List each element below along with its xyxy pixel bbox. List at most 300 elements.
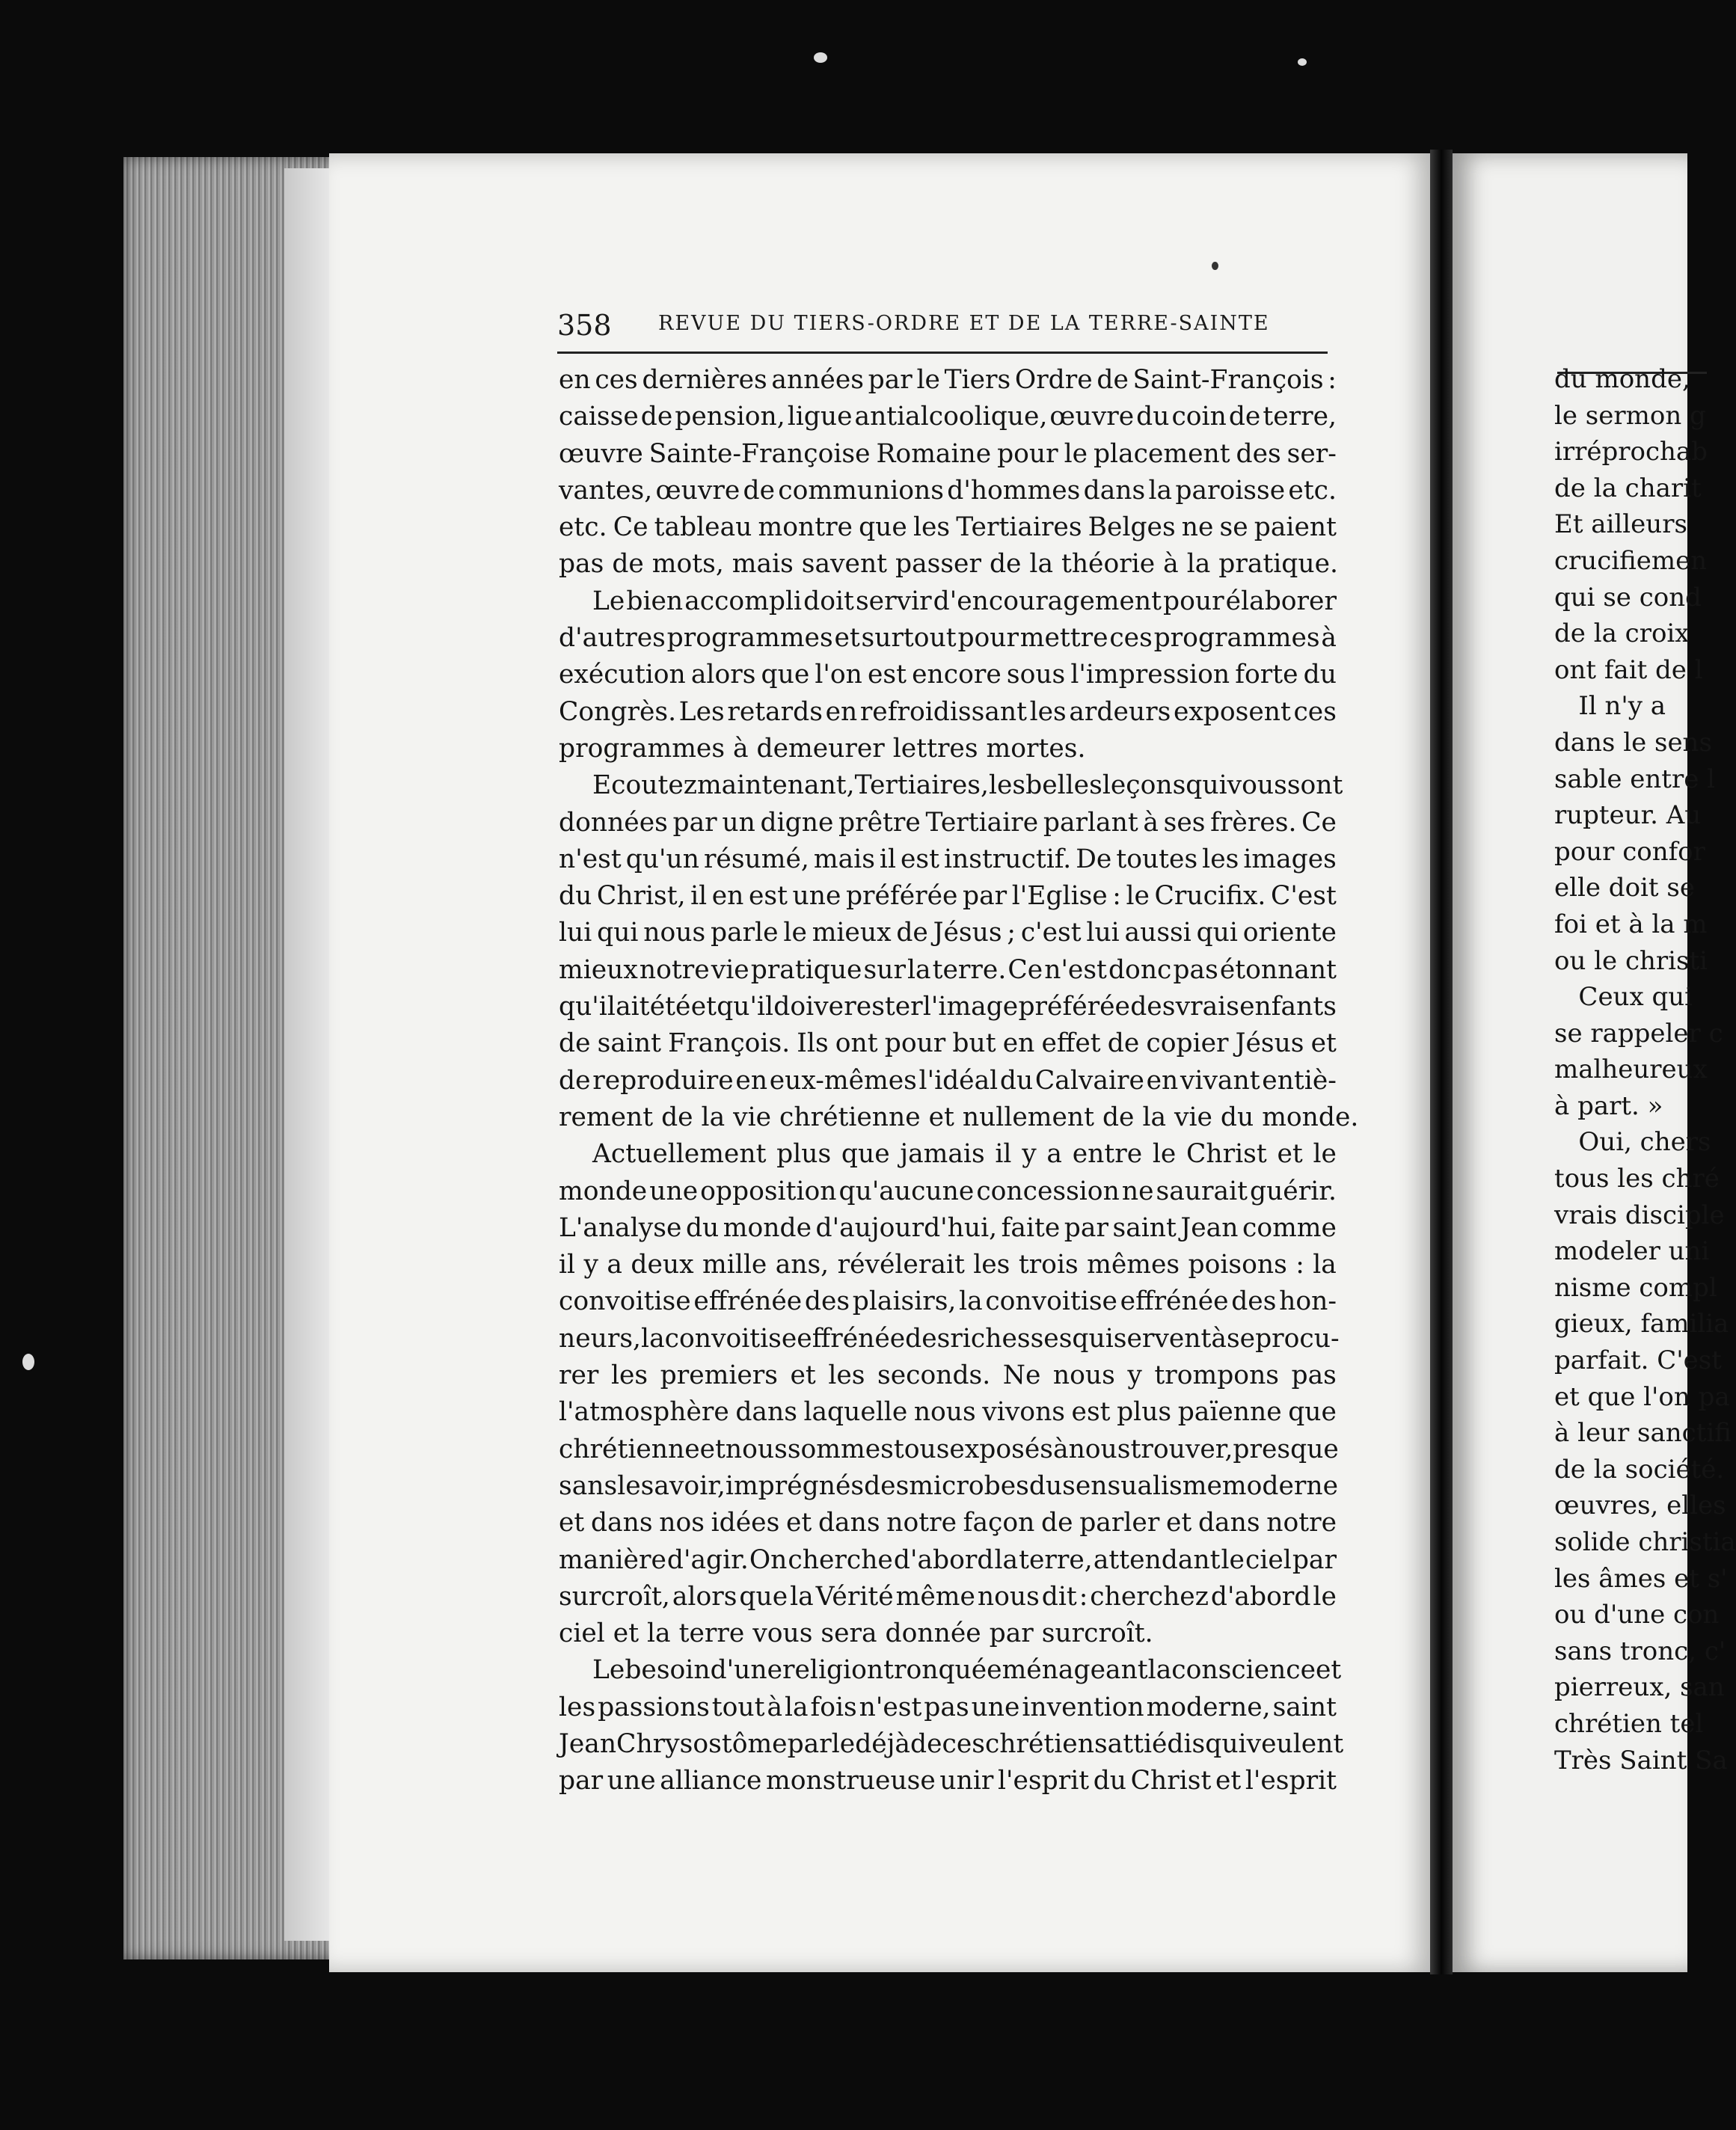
word: la <box>1147 1655 1172 1686</box>
word: religion <box>782 1655 884 1686</box>
word: attiédis <box>1107 1728 1206 1759</box>
text-line: elle doit se <box>1554 873 1695 903</box>
word: exposent <box>1173 696 1291 727</box>
word: trompons <box>1154 1360 1279 1391</box>
word: programmes <box>1153 623 1320 654</box>
word: les <box>1202 844 1239 874</box>
text-line: ciel et la terre vous sera donnée par surcroît. <box>559 1618 1153 1649</box>
word: ciel <box>1245 1544 1292 1575</box>
text-line: modeler uni <box>1554 1236 1710 1267</box>
text-line <box>559 952 1337 989</box>
word: l'impression <box>1070 660 1230 690</box>
word: Christ <box>1186 1139 1267 1170</box>
word: données <box>559 807 668 838</box>
text-line <box>559 1210 1337 1247</box>
word: opposition <box>700 1176 837 1206</box>
word: il <box>995 1139 1012 1170</box>
word: années <box>771 365 864 395</box>
word: et <box>1166 1508 1192 1538</box>
word: nous <box>1068 1434 1131 1464</box>
word: se <box>1219 512 1248 543</box>
word: la <box>907 954 931 985</box>
word: monde <box>559 1176 648 1206</box>
word: et <box>1277 1139 1303 1170</box>
word: le <box>1221 1544 1245 1575</box>
word: terre. <box>932 954 1007 985</box>
word: De <box>1076 844 1112 874</box>
text-line: rupteur. Au <box>1554 800 1702 831</box>
word: monstrueuse <box>766 1766 936 1796</box>
word: richesses <box>950 1323 1073 1354</box>
word: a <box>607 1250 622 1280</box>
word: concession <box>976 1176 1120 1206</box>
scan-speck <box>22 1354 34 1370</box>
word: à <box>1052 1434 1069 1464</box>
word: en <box>825 696 858 727</box>
word: se <box>1226 1323 1256 1354</box>
word: mille <box>702 1250 767 1280</box>
word: pas <box>1173 954 1218 985</box>
word: eux-mêmes <box>769 1065 917 1096</box>
word: alliance <box>660 1766 762 1796</box>
word: du <box>559 881 592 912</box>
word: caisse <box>559 402 639 432</box>
word: sommes <box>787 1434 894 1464</box>
word: d'agir. <box>666 1544 749 1575</box>
word: Jean <box>1180 1212 1239 1243</box>
word: Chrysostôme <box>616 1728 788 1759</box>
word: : <box>1079 1581 1088 1612</box>
text-line: pas de mots, mais savent passer de la théorie à la pratique. <box>559 549 1338 580</box>
text-line <box>559 1063 1337 1099</box>
word: saint <box>1272 1692 1337 1722</box>
word: imprégnés <box>725 1470 865 1501</box>
word: veulent <box>1246 1728 1344 1759</box>
word: Tertiaires <box>956 512 1082 543</box>
word: pour <box>997 438 1058 469</box>
word: pour <box>884 1028 946 1059</box>
word: cherchez <box>1090 1581 1209 1612</box>
word: exposés <box>949 1434 1053 1464</box>
word: et <box>834 623 860 654</box>
word: dernières <box>642 365 767 395</box>
text-line: ont fait de l <box>1554 654 1703 685</box>
word: tableau <box>654 512 752 543</box>
word: ces <box>1109 623 1153 654</box>
word: par <box>559 1766 604 1796</box>
word: : <box>1295 1250 1304 1280</box>
word: plus <box>776 1139 832 1170</box>
word: besoin <box>625 1655 711 1686</box>
word: servir <box>855 586 932 616</box>
word: il <box>879 844 896 874</box>
word: chrétiens <box>984 1728 1108 1759</box>
word: mettre <box>1019 623 1108 654</box>
text-line <box>559 915 1337 951</box>
word: vous <box>1227 770 1287 801</box>
word: faite <box>1001 1212 1061 1243</box>
word: préférée <box>845 881 958 912</box>
word: du <box>1028 1470 1063 1501</box>
word: : <box>1328 365 1337 395</box>
word: que <box>739 1581 788 1612</box>
word: entre <box>1072 1139 1143 1170</box>
word: n'est <box>559 844 622 874</box>
word: l'Eglise <box>1011 881 1108 912</box>
word: même <box>895 1581 975 1612</box>
word: vantes, <box>559 475 653 506</box>
word: dit <box>1041 1581 1077 1612</box>
text-line <box>559 583 1337 620</box>
word: qui <box>1072 1323 1114 1354</box>
word: les <box>828 1360 865 1391</box>
word: etc. <box>1288 475 1337 506</box>
word: Congrès. <box>559 696 677 727</box>
word: parle <box>787 1728 856 1759</box>
text-line <box>559 1431 1337 1468</box>
word: ardeurs <box>1069 696 1171 727</box>
word: révélerait <box>837 1250 965 1280</box>
word: que <box>761 660 810 690</box>
word: à <box>767 1692 783 1722</box>
word: poisons <box>1188 1250 1287 1280</box>
word: trouver, <box>1130 1434 1233 1464</box>
word: cherche <box>788 1544 893 1575</box>
text-line: de la croix <box>1554 619 1690 649</box>
word: les <box>988 770 1026 801</box>
word: entiè- <box>1262 1065 1337 1096</box>
word: laquelle <box>803 1397 908 1428</box>
text-line: Il n'y a <box>1554 691 1666 722</box>
word: d'abord <box>1210 1581 1311 1612</box>
word: les <box>610 1360 648 1391</box>
word: enfants <box>1239 992 1337 1022</box>
word: nous <box>1052 1360 1115 1391</box>
word: oriente <box>1242 918 1337 948</box>
word: dans <box>1083 475 1146 506</box>
word: pas <box>1291 1360 1337 1391</box>
word: de <box>559 1065 591 1096</box>
word: la <box>994 1544 1019 1575</box>
word: parlant <box>1043 807 1138 838</box>
word: la <box>790 1581 814 1612</box>
word: exécution <box>559 660 686 690</box>
word: y <box>583 1250 598 1280</box>
word: parle <box>711 918 779 948</box>
word: sous <box>1006 660 1066 690</box>
word: tronquée <box>883 1655 1002 1686</box>
right-text-column <box>1554 361 1736 1778</box>
scan-speck <box>1298 58 1307 66</box>
word: Ce <box>1007 954 1043 985</box>
word: et <box>1316 1655 1342 1686</box>
word: les <box>1029 696 1067 727</box>
word: qui <box>597 918 639 948</box>
word: pratique <box>750 954 862 985</box>
word: images <box>1243 844 1337 874</box>
word: alors <box>690 660 756 690</box>
text-line: à part. » <box>1554 1090 1663 1121</box>
word: les <box>913 512 951 543</box>
word: par <box>672 807 717 838</box>
text-line: programmes à demeurer lettres mortes. <box>559 733 1086 764</box>
word: vrais <box>1175 992 1239 1022</box>
word: Tertiaire <box>925 807 1039 838</box>
text-line: nisme compl <box>1554 1272 1717 1303</box>
word: et <box>1310 1028 1337 1059</box>
word: terre, <box>1019 1544 1093 1575</box>
word: ne <box>1121 1176 1154 1206</box>
word: du <box>685 1212 720 1243</box>
word: C'est <box>1270 881 1337 912</box>
word: a <box>1046 1139 1062 1170</box>
page-stack-inner-edge <box>284 168 329 1941</box>
text-line <box>559 436 1337 473</box>
text-line <box>559 1247 1337 1283</box>
word: en <box>711 881 744 912</box>
word: Belges <box>1088 512 1176 543</box>
word: ces <box>1293 696 1337 727</box>
word: terre, <box>1263 402 1337 432</box>
text-line <box>559 1689 1337 1726</box>
word: que <box>841 1139 890 1170</box>
word: est <box>868 660 907 690</box>
word: monde <box>723 1212 812 1243</box>
word: passions <box>598 1692 710 1722</box>
word: invention <box>1022 1692 1144 1722</box>
word: païenne <box>1177 1397 1282 1428</box>
word: du <box>1093 1766 1127 1796</box>
word: accompli <box>684 586 803 616</box>
word: dans <box>735 1397 797 1428</box>
word: nous <box>977 1581 1040 1612</box>
word: de <box>1096 365 1129 395</box>
word: chrétienne <box>559 1434 700 1464</box>
word: tout <box>711 1692 765 1722</box>
word: sans <box>559 1470 618 1501</box>
word: savoir, <box>640 1470 726 1501</box>
word: placement <box>1093 438 1230 469</box>
text-line: Et ailleurs <box>1554 509 1687 540</box>
word: antialcoolique, <box>854 402 1048 432</box>
text-line: gieux, familia <box>1554 1309 1729 1339</box>
word: procu- <box>1255 1323 1340 1354</box>
word: conscience <box>1171 1655 1316 1686</box>
text-line: œuvres, elles <box>1554 1491 1726 1521</box>
word: hon- <box>1279 1286 1337 1317</box>
word: le <box>1064 438 1088 469</box>
word: lui <box>1086 918 1120 948</box>
word: plus <box>1117 1397 1172 1428</box>
text-line <box>559 1505 1337 1541</box>
word: vie <box>711 954 749 985</box>
word: saint <box>597 1028 662 1059</box>
word: Jésus <box>933 918 1002 948</box>
text-line <box>559 1136 1337 1173</box>
word: jamais <box>900 1139 985 1170</box>
word: élaborer <box>1225 586 1337 616</box>
text-line <box>559 362 1337 399</box>
word: Ordre <box>1014 365 1093 395</box>
word: qu'il <box>559 992 616 1022</box>
word: des <box>1236 438 1281 469</box>
word: l'on <box>815 660 862 690</box>
word: de <box>743 475 776 506</box>
word: Le <box>592 586 625 616</box>
word: ces <box>595 365 638 395</box>
word: Actuellement <box>592 1139 767 1170</box>
header-rule <box>557 352 1328 354</box>
word: alors <box>672 1581 737 1612</box>
word: ne <box>1181 512 1214 543</box>
word: pour <box>957 623 1019 654</box>
word: qu'il <box>717 992 774 1022</box>
word: mieux <box>559 954 638 985</box>
word: de <box>1107 1028 1140 1059</box>
word: saint <box>1112 1212 1177 1243</box>
page-number: 358 <box>557 309 612 342</box>
word: sont <box>1286 770 1343 801</box>
word: pour <box>1163 586 1224 616</box>
word: attendant <box>1093 1544 1221 1575</box>
word: est <box>748 881 788 912</box>
word: Ne <box>1002 1360 1041 1391</box>
word: effet <box>1041 1028 1101 1059</box>
word: trois <box>1018 1250 1079 1280</box>
text-line: qui se cond <box>1554 582 1702 613</box>
word: François. <box>668 1028 791 1059</box>
word: vivons <box>982 1397 1065 1428</box>
word: surcroît, <box>559 1581 670 1612</box>
word: une <box>971 1692 1020 1722</box>
text-line: de la charit <box>1554 473 1702 503</box>
word: doit <box>803 586 854 616</box>
word: le <box>783 918 807 948</box>
text-line <box>559 767 1343 804</box>
text-line <box>559 694 1337 731</box>
word: refroidissant <box>859 696 1027 727</box>
word: d'encouragement <box>933 586 1162 616</box>
text-line: les âmes et s' <box>1554 1563 1728 1594</box>
word: retards <box>727 696 823 727</box>
word: comme <box>1242 1212 1337 1243</box>
text-line <box>559 509 1337 546</box>
word: une <box>607 1766 656 1796</box>
word: seconds. <box>877 1360 991 1391</box>
word: préférée <box>1018 992 1130 1022</box>
word: œuvre <box>1049 402 1135 432</box>
text-line: irréprochab <box>1554 437 1708 467</box>
word: et <box>785 1508 812 1538</box>
word: qui <box>1186 770 1227 801</box>
word: le <box>617 1470 641 1501</box>
word: y <box>1022 1139 1037 1170</box>
word: l'esprit <box>1245 1766 1337 1796</box>
text-line: crucifiemen <box>1554 545 1708 576</box>
word: par <box>1064 1212 1108 1243</box>
word: la <box>1148 475 1173 506</box>
text-line: solide christia <box>1554 1527 1736 1557</box>
word: ses <box>1163 807 1206 838</box>
word: effrénée <box>797 1323 906 1354</box>
word: en <box>1002 1028 1035 1059</box>
word: belles <box>1025 770 1102 801</box>
scan-speck <box>1212 262 1218 270</box>
word: en <box>735 1065 768 1096</box>
word: une <box>792 881 841 912</box>
word: dans <box>1197 1508 1260 1538</box>
word: frères. <box>1210 807 1297 838</box>
word: communions <box>778 475 944 506</box>
word: œuvre <box>655 475 740 506</box>
text-line <box>559 473 1337 509</box>
text-line: Ceux qui <box>1554 982 1693 1013</box>
word: ont <box>835 1028 878 1059</box>
word: des <box>905 1323 951 1354</box>
word: rester <box>844 992 923 1022</box>
word: l'esprit <box>997 1766 1090 1796</box>
word: ; <box>1007 918 1016 948</box>
word: en <box>1146 1065 1179 1096</box>
word: le <box>1313 1581 1337 1612</box>
word: etc. <box>559 512 607 543</box>
text-line <box>559 1763 1337 1799</box>
text-line: vrais disciple <box>1554 1200 1725 1230</box>
word: toutes <box>1116 844 1198 874</box>
text-line <box>559 1726 1344 1763</box>
text-line <box>559 1468 1337 1505</box>
text-line <box>559 657 1337 693</box>
word: digne <box>760 807 834 838</box>
text-line <box>559 1321 1340 1357</box>
text-line: chrétien tel <box>1554 1708 1704 1739</box>
word: qui <box>1196 918 1238 948</box>
word: nous <box>913 1397 976 1428</box>
word: de <box>640 402 673 432</box>
word: Ils <box>797 1028 829 1059</box>
text-line: sans tronc, c' <box>1554 1636 1726 1666</box>
book-gutter <box>1430 150 1453 1974</box>
text-line: se rappeler c <box>1554 1018 1723 1049</box>
word: guérir. <box>1250 1176 1337 1206</box>
word: sur <box>863 954 906 985</box>
word: le <box>1126 881 1150 912</box>
word: vivant <box>1180 1065 1260 1096</box>
word: l'image <box>922 992 1019 1022</box>
word: doive <box>773 992 844 1022</box>
text-line <box>559 805 1337 841</box>
word: maintenant, <box>696 770 855 801</box>
text-line <box>559 1542 1337 1579</box>
word: que <box>1288 1397 1337 1428</box>
word: la <box>784 1692 809 1722</box>
word: Crucifix. <box>1154 881 1266 912</box>
word: d'une <box>710 1655 782 1686</box>
word: montre <box>758 512 853 543</box>
word: aussi <box>1124 918 1191 948</box>
text-line <box>559 1173 1337 1210</box>
word: dans <box>590 1508 653 1538</box>
word: leçons <box>1102 770 1186 801</box>
word: un <box>722 807 755 838</box>
word: rer <box>559 1360 599 1391</box>
word: qui <box>1205 1728 1247 1759</box>
word: sensualisme <box>1062 1470 1222 1501</box>
word: paroisse <box>1175 475 1286 506</box>
word: nos <box>659 1508 705 1538</box>
word: et <box>699 1434 726 1464</box>
word: qu'un <box>625 844 699 874</box>
